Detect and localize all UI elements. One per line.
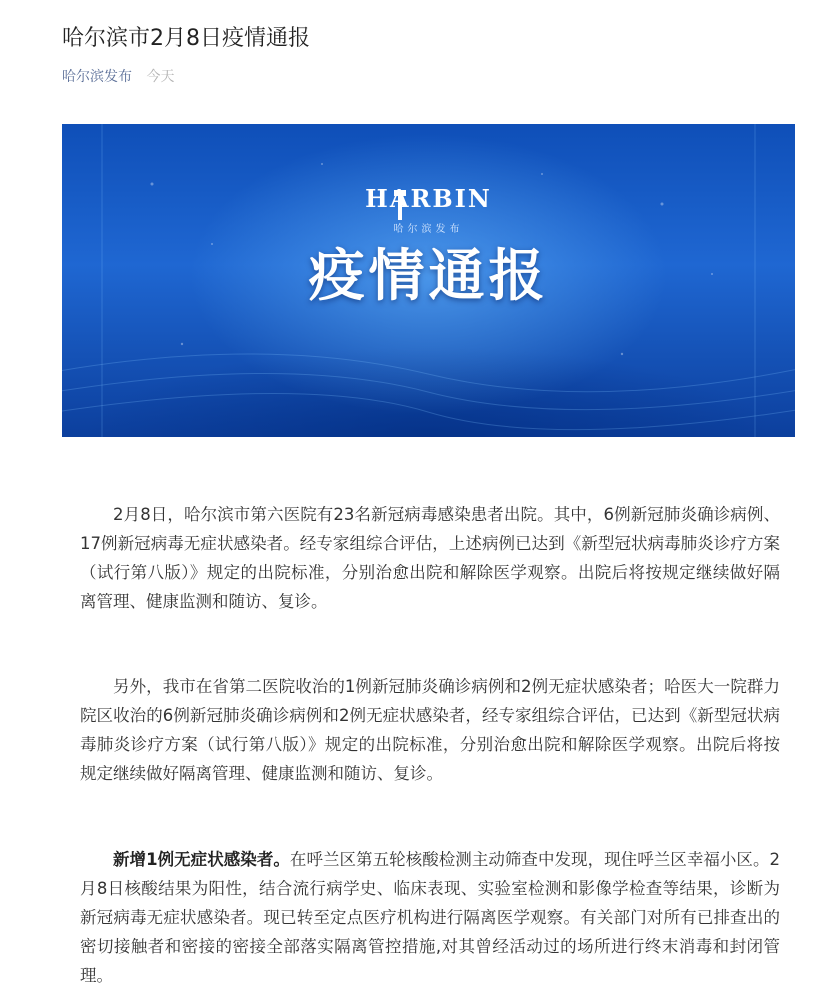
banner-image [62, 124, 795, 437]
new-case-lead: 新增1例无症状感染者。 [113, 850, 290, 869]
paragraph-other-hospitals: 另外，我市在省第二医院收治的1例新冠肺炎确诊病例和2例无症状感染者；哈医大一院群力院区收治的6例新冠肺炎确诊病例和2例无症状感染者，经专家组综合评估，已达到《新型冠状病毒肺炎诊疗方案（试行第八版）》规定的出院标准，分别治愈出院和解除医学观察。出院后将按规定继续做好隔离管理、健康监测和随访、复诊。 [80, 677, 780, 783]
paragraph-discharge: 2月8日，哈尔滨市第六医院有23名新冠病毒感染患者出院。其中，6例新冠肺炎确诊病例、17例新冠病毒无症状感染者。经专家组综合评估，上述病例已达到《新型冠状病毒肺炎诊疗方案（试行第八版）》规定的出院标准，分别治愈出院和解除医学观察。出院后将按规定继续做好隔离管理、健康监测和随访、复诊。 [80, 505, 780, 611]
paragraph-new-case [80, 845, 780, 990]
harbin-logo: HARBIN [365, 184, 492, 213]
banner-heading: 疫情通报 [308, 244, 549, 309]
article-title: 哈尔滨市2月8日疫情通报 [62, 26, 310, 51]
banner-logo-subtitle: 哈尔滨发布 [393, 224, 464, 235]
author-link[interactable]: 哈尔滨发布 [62, 69, 132, 85]
article-meta [62, 67, 174, 87]
new-case-details: 在呼兰区第五轮核酸检测主动筛查中发现，现住呼兰区幸福小区。2月8日核酸结果为阳性，结合流行病学史、临床表现、实验室检测和影像学检查等结果，诊断为新冠病毒无症状感染者。现已转至定点医疗机构进行隔离医学观察。有关部门对所有已排查出的密切接触者和密接的密接全部落实隔离管控措施,对其曾经活动过的场所进行终末消毒和封闭管理。 [80, 850, 781, 985]
publish-date: 今天 [146, 69, 175, 85]
